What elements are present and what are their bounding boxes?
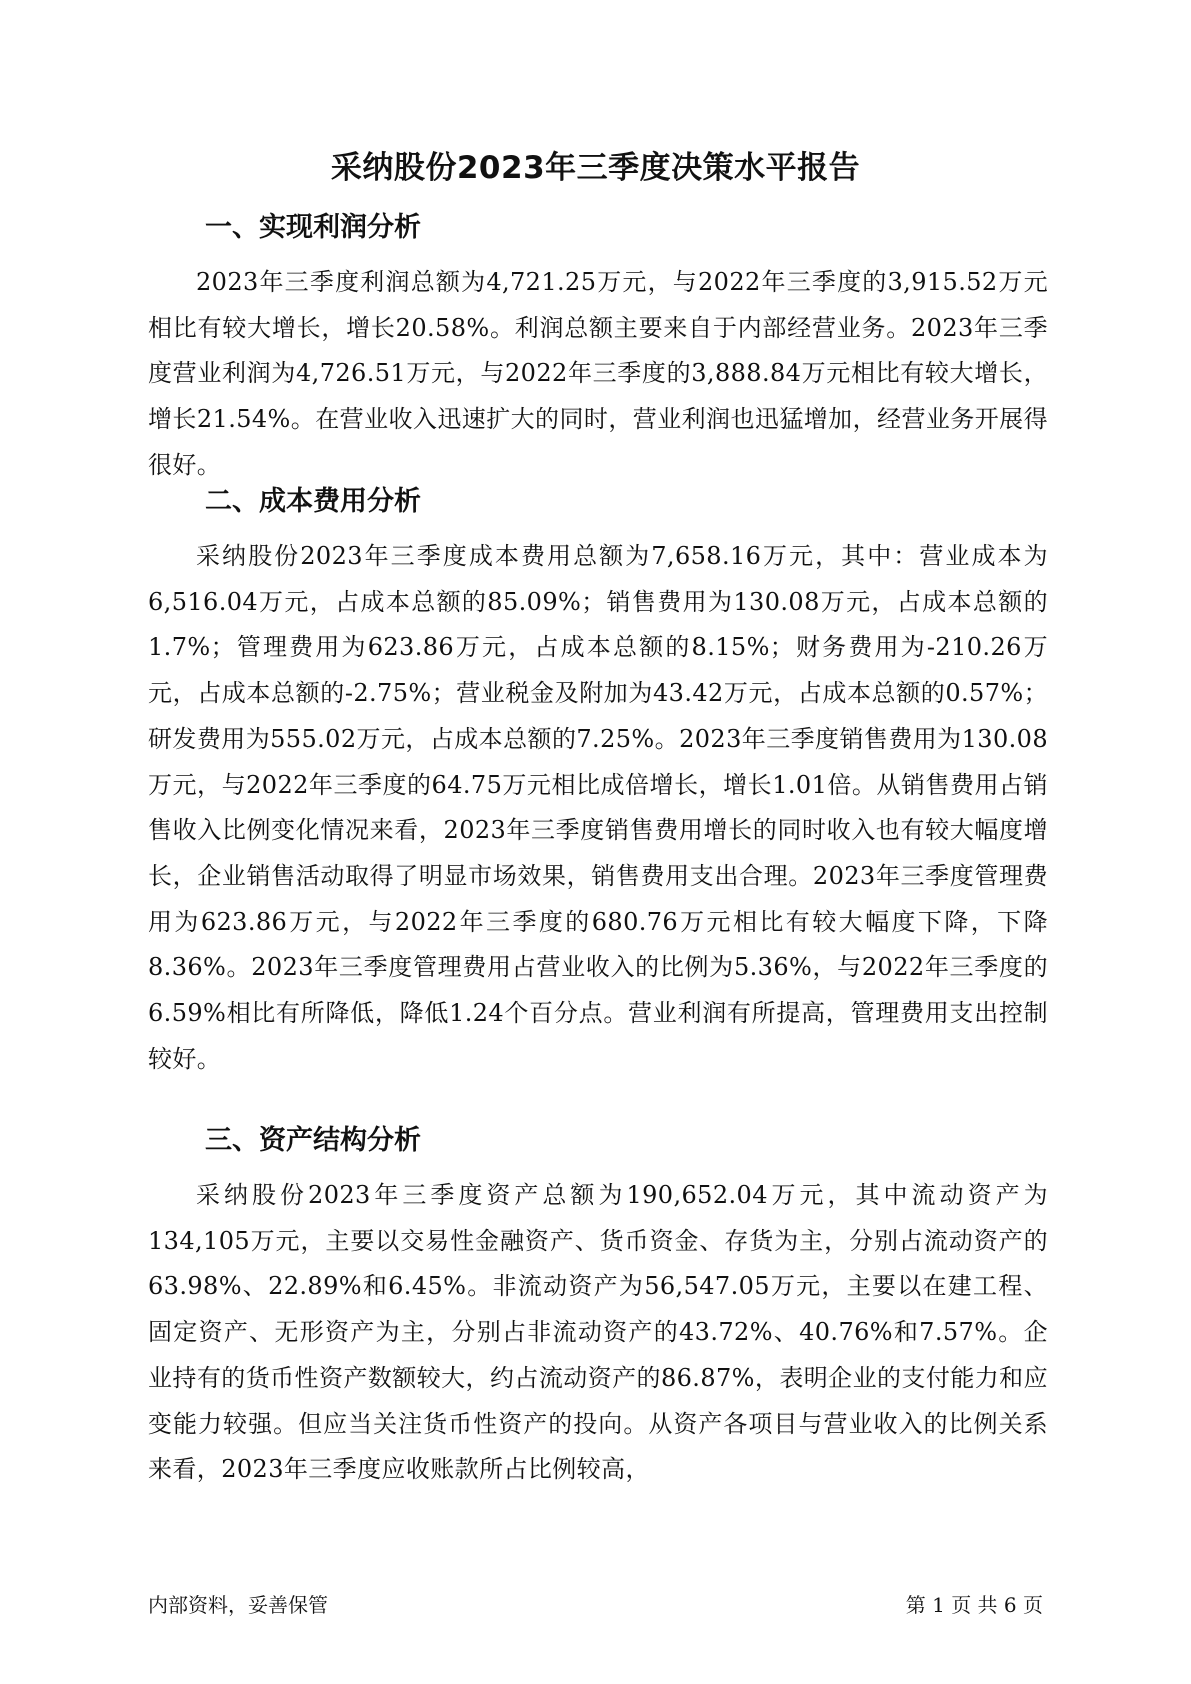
document-title: 采纳股份2023年三季度决策水平报告 xyxy=(330,150,861,186)
footer-page-number: 第 1 页 共 6 页 xyxy=(905,1593,1043,1617)
section-paragraph-assets: 采纳股份2023年三季度资产总额为190,652.04万元，其中流动资产为134,105万元，主要以交易性金融资产、货币资金、存货为主，分别占流动资产的63.98%、22.89%和6.45%。非流动资产为56,547.05万元，主要以在建工程、固定资产、无形资产为主，分别占非流动资产的43.72%、40.76%和7.57%。企业持有的货币性资产数额较大，约占流动资产的86.87%，表明企业的支付能力和应变能力较强。但应当关注货币性资产的投向。从资产各项目与营业收入的比例关系来看，2023年三季度应收账款所占比例较高， xyxy=(148,1181,1048,1484)
section-paragraph-cost: 采纳股份2023年三季度成本费用总额为7,658.16万元，其中：营业成本为6,516.04万元，占成本总额的85.09%；销售费用为130.08万元，占成本总额的1.7%；管理费用为623.86万元，占成本总额的8.15%；财务费用为-210.26万元，占成本总额的-2.75%；营业税金及附加为43.42万元，占成本总额的0.57%；研发费用为555.02万元，占成本总额的7.25%。2023年三季度销售费用为130.08万元，与2022年三季度的64.75万元相比成倍增长，增长1.01倍。从销售费用占销售收入比例变化情况来看，2023年三季度销售费用增长的同时收入也有较大幅度增长，企业销售活动取得了明显市场效果，销售费用支出合理。2023年三季度管理费用为623.86万元，与2022年三季度的680.76万元相比有较大幅度下降，下降8.36%。2023年三季度管理费用占营业收入的比例为5.36%，与2022年三季度的6.59%相比有所降低，降低1.24个百分点。营业利润有所提高，管理费用支出控制较好。 xyxy=(148,542,1048,1073)
section-paragraph-profit: 2023年三季度利润总额为4,721.25万元，与2022年三季度的3,915.52万元相比有较大增长，增长20.58%。利润总额主要来自于内部经营业务。2023年三季度营业利润为4,726.51万元，与2022年三季度的3,888.84万元相比有较大增长，增长21.54%。在营业收入迅速扩大的同时，营业利润也迅猛增加，经营业务开展得很好。 xyxy=(148,268,1048,479)
section-heading-cost: 二、成本费用分析 xyxy=(205,486,421,517)
section-heading-profit: 一、实现利润分析 xyxy=(205,212,421,243)
footer-confidential-note: 内部资料，妥善保管 xyxy=(148,1593,328,1617)
section-heading-assets: 三、资产结构分析 xyxy=(205,1125,421,1156)
